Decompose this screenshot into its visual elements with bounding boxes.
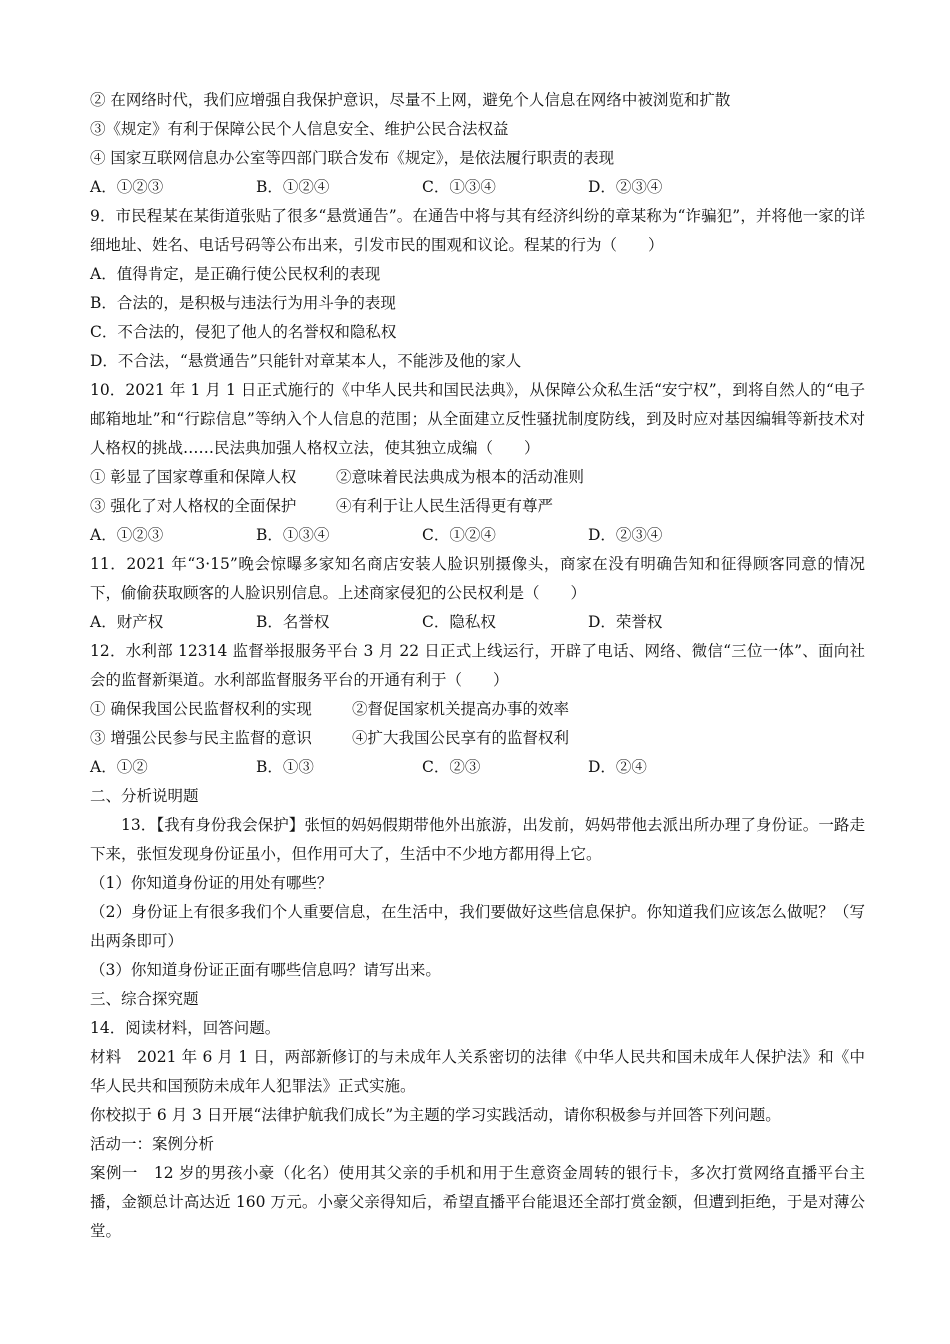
q8-statement-4: ④ 国家互联网信息办公室等四部门联合发布《规定》，是依法履行职责的表现 — [90, 149, 615, 167]
q14-case-1: 案例一 12 岁的男孩小豪（化名）使用其父亲的手机和用于生意资金周转的银行卡，多次打赏网络直播平台主播，金额总计高达近 160 万元。小豪父亲得知后，希望直播平台能退还全部打赏金额，但遭到拒绝，于是对薄公堂。 — [90, 1164, 865, 1240]
q14-material: 材料 2021 年 6 月 1 日，两部新修订的与未成年人关系密切的法律《中华人民共和国未成年人保护法》和《中华人民共和国预防未成年人犯罪法》正式实施。 — [90, 1048, 865, 1095]
q12-statements-row-2 — [90, 724, 865, 753]
q12-statement-4: ④扩大我国公民享有的监督权利 — [352, 729, 570, 747]
q12-statement-1: ① 确保我国公民监督权利的实现 — [90, 700, 312, 718]
q10-statement-2: ②意味着民法典成为根本的活动准则 — [336, 468, 585, 486]
q14-activity-intro: 你校拟于 6 月 3 日开展“法律护航我们成长”为主题的学习实践活动，请你积极参与并回答下列问题。 — [90, 1106, 781, 1124]
q12-option-c[interactable]: C．②③ — [422, 758, 481, 776]
q10-stem: 10．2021 年 1 月 1 日正式施行的《中华人民共和国民法典》，从保障公众私生活“安宁权”，到将自然人的“电子邮箱地址”和“行踪信息”等纳入个人信息的范围；从全面建立反性骚扰制度防线，到及时应对基因编辑等新技术对人格权的挑战……民法典加强人格权立法，使其独立成编（ ） — [90, 381, 865, 457]
q13-part-3: （3）你知道身份证正面有哪些信息吗？请写出来。 — [90, 961, 441, 979]
q10-option-d[interactable]: D．②③④ — [588, 526, 663, 544]
q10-options — [90, 521, 865, 550]
q9-option-a[interactable]: A．值得肯定，是正确行使公民权利的表现 — [90, 265, 381, 283]
q12-option-d[interactable]: D．②④ — [588, 758, 647, 776]
q10-statement-4: ④有利于让人民生活得更有尊严 — [336, 497, 554, 515]
q11-stem: 11．2021 年“3·15”晚会惊曝多家知名商店安装人脸识别摄像头，商家在没有明确告知和征得顾客同意的情况下，偷偷获取顾客的人脸识别信息。上述商家侵犯的公民权利是（ ） — [90, 555, 865, 602]
q12-statement-2: ②督促国家机关提高办事的效率 — [352, 700, 570, 718]
q12-option-a[interactable]: A．①② — [90, 758, 148, 776]
q14-activity-1-title: 活动一：案例分析 — [90, 1135, 215, 1153]
q12-options — [90, 753, 865, 782]
q12-stem: 12．水利部 12314 监督举报服务平台 3 月 22 日正式上线运行，开辟了电话、网络、微信“三位一体”、面向社会的监督新渠道。水利部监督服务平台的开通有利于（ ） — [90, 642, 865, 689]
q9-option-c[interactable]: C．不合法的，侵犯了他人的名誉权和隐私权 — [90, 323, 397, 341]
q10-statement-1: ① 彰显了国家尊重和保障人权 — [90, 468, 297, 486]
q10-option-b[interactable]: B．①③④ — [256, 526, 330, 544]
q10-statements-row-2 — [90, 492, 865, 521]
q9-stem: 9．市民程某在某街道张贴了很多“悬赏通告”。在通告中将与其有经济纠纷的章某称为“诈骗犯”，并将他一家的详细地址、姓名、电话号码等公布出来，引发市民的围观和议论。程某的行为（ ） — [90, 207, 865, 254]
q8-statement-2: ② 在网络时代，我们应增强自我保护意识，尽量不上网，避免个人信息在网络中被浏览和扩散 — [90, 91, 731, 109]
q12-statement-3: ③ 增强公民参与民主监督的意识 — [90, 729, 312, 747]
q11-option-c[interactable]: C．隐私权 — [422, 613, 496, 631]
q8-option-d[interactable]: D．②③④ — [588, 178, 663, 196]
q12-option-b[interactable]: B．①③ — [256, 758, 314, 776]
q11-option-b[interactable]: B．名誉权 — [256, 613, 330, 631]
q12-statements-row-1 — [90, 695, 865, 724]
q13-part-2: （2）身份证上有很多我们个人重要信息，在生活中，我们要做好这些信息保护。你知道我们应该怎么做呢？（写出两条即可） — [90, 903, 865, 950]
q11-options — [90, 608, 865, 637]
exam-page — [90, 86, 865, 1246]
q11-option-d[interactable]: D．荣誉权 — [588, 613, 663, 631]
q8-option-b[interactable]: B．①②④ — [256, 178, 330, 196]
q10-statement-3: ③ 强化了对人格权的全面保护 — [90, 497, 297, 515]
section-3-title: 三、综合探究题 — [90, 990, 199, 1008]
q14-stem: 14．阅读材料，回答问题。 — [90, 1019, 281, 1037]
q8-statement-3: ③《规定》有利于保障公民个人信息安全、维护公民合法权益 — [90, 120, 509, 138]
q8-options — [90, 173, 865, 202]
q9-option-b[interactable]: B．合法的，是积极与违法行为用斗争的表现 — [90, 294, 396, 312]
q11-option-a[interactable]: A．财产权 — [90, 613, 164, 631]
q10-statements-row-1 — [90, 463, 865, 492]
q10-option-a[interactable]: A．①②③ — [90, 526, 164, 544]
section-2-title: 二、分析说明题 — [90, 787, 199, 805]
q13-part-1: （1）你知道身份证的用处有哪些？ — [90, 874, 333, 892]
q10-option-c[interactable]: C．①②④ — [422, 526, 496, 544]
q13-stem: 13．【我有身份我会保护】张恒的妈妈假期带他外出旅游，出发前，妈妈带他去派出所办理了身份证。一路走下来，张恒发现身份证虽小，但作用可大了，生活中不少地方都用得上它。 — [90, 816, 865, 863]
q8-option-c[interactable]: C．①③④ — [422, 178, 496, 196]
q9-option-d[interactable]: D．不合法，“悬赏通告”只能针对章某本人，不能涉及他的家人 — [90, 352, 522, 370]
q8-option-a[interactable]: A．①②③ — [90, 178, 164, 196]
